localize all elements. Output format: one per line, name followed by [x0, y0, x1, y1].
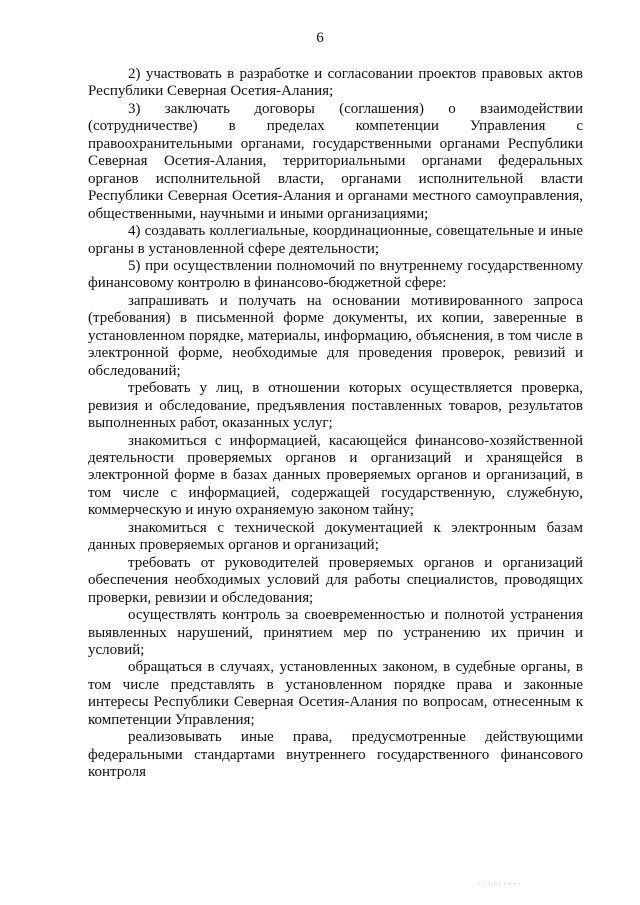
paragraph-item-5: 5) при осуществлении полномочий по внутреннему государственному финансовому контролю в финансово-бюджетной сфере:: [88, 257, 583, 292]
paragraph-apply-to-courts: обращаться в случаях, установленных законом, в судебные органы, в том числе представлять в установленном порядке права и законные интересы Республики Северная Осетия-Алания по вопросам, отнесенным к компетенции Управления;: [88, 659, 583, 728]
document-body: [88, 66, 583, 782]
paragraph-other-rights: реализовывать иные права, предусмотренные действующими федеральными стандартами внутреннего государственного финансового контроля: [88, 729, 583, 781]
paragraph-request-documents: запрашивать и получать на основании мотивированного запроса (требования) в письменной форме документы, их копии, заверенные в установленном порядке, материалы, информацию, объяснения, в том числе в электронной форме, необходимые для проведения проверок, ревизий и обследований;: [88, 292, 583, 379]
paragraph-require-conditions: требовать от руководителей проверяемых органов и организаций обеспечения необходимых условий для работы специалистов, проводящих проверки, ревизии и обследования;: [88, 554, 583, 606]
page-number: 6: [316, 30, 324, 46]
paragraph-item-4: 4) создавать коллегиальные, координационные, совещательные и иные органы в установленной сфере деятельности;: [88, 223, 583, 257]
paragraph-review-technical-docs: знакомиться с технической документацией к электронным базам данных проверяемых органов и организаций;: [88, 519, 583, 554]
paragraph-review-information: знакомиться с информацией, касающейся финансово-хозяйственной деятельности проверяемых органов и организаций и хранящейся в электронной форме в базах данных проверяемых органов и организаций, в том числе с информацией, содержащей государственную, служебную, коммерческую и иную охраняемую законом тайну;: [88, 432, 583, 519]
paragraph-item-2: 2) участвовать в разработке и согласовании проектов правовых актов Республики Северная Осетия-Алания;: [88, 66, 583, 100]
scan-artifact: · · · · · · · · ·: [478, 880, 522, 888]
paragraph-item-3: 3) заключать договоры (соглашения) о взаимодействии (сотрудничестве) в пределах компетенции Управления с правоохранительными органами, государственными органами Республики Северная Осетия-Алания, территориальными органами федеральных органов исполнительной власти, органами исполнительной власти Республики Северная Осетия-Алания и органами местного самоуправления, общественными, научными и иными организациями;: [88, 100, 583, 222]
paragraph-control-elimination: осуществлять контроль за своевременностью и полнотой устранения выявленных нарушений, принятием мер по устранению их причин и условий;: [88, 607, 583, 658]
paragraph-require-presentation: требовать у лиц, в отношении которых осуществляется проверка, ревизия и обследование, предъявления поставленных товаров, результатов выполненных работ, оказанных услуг;: [88, 380, 583, 432]
